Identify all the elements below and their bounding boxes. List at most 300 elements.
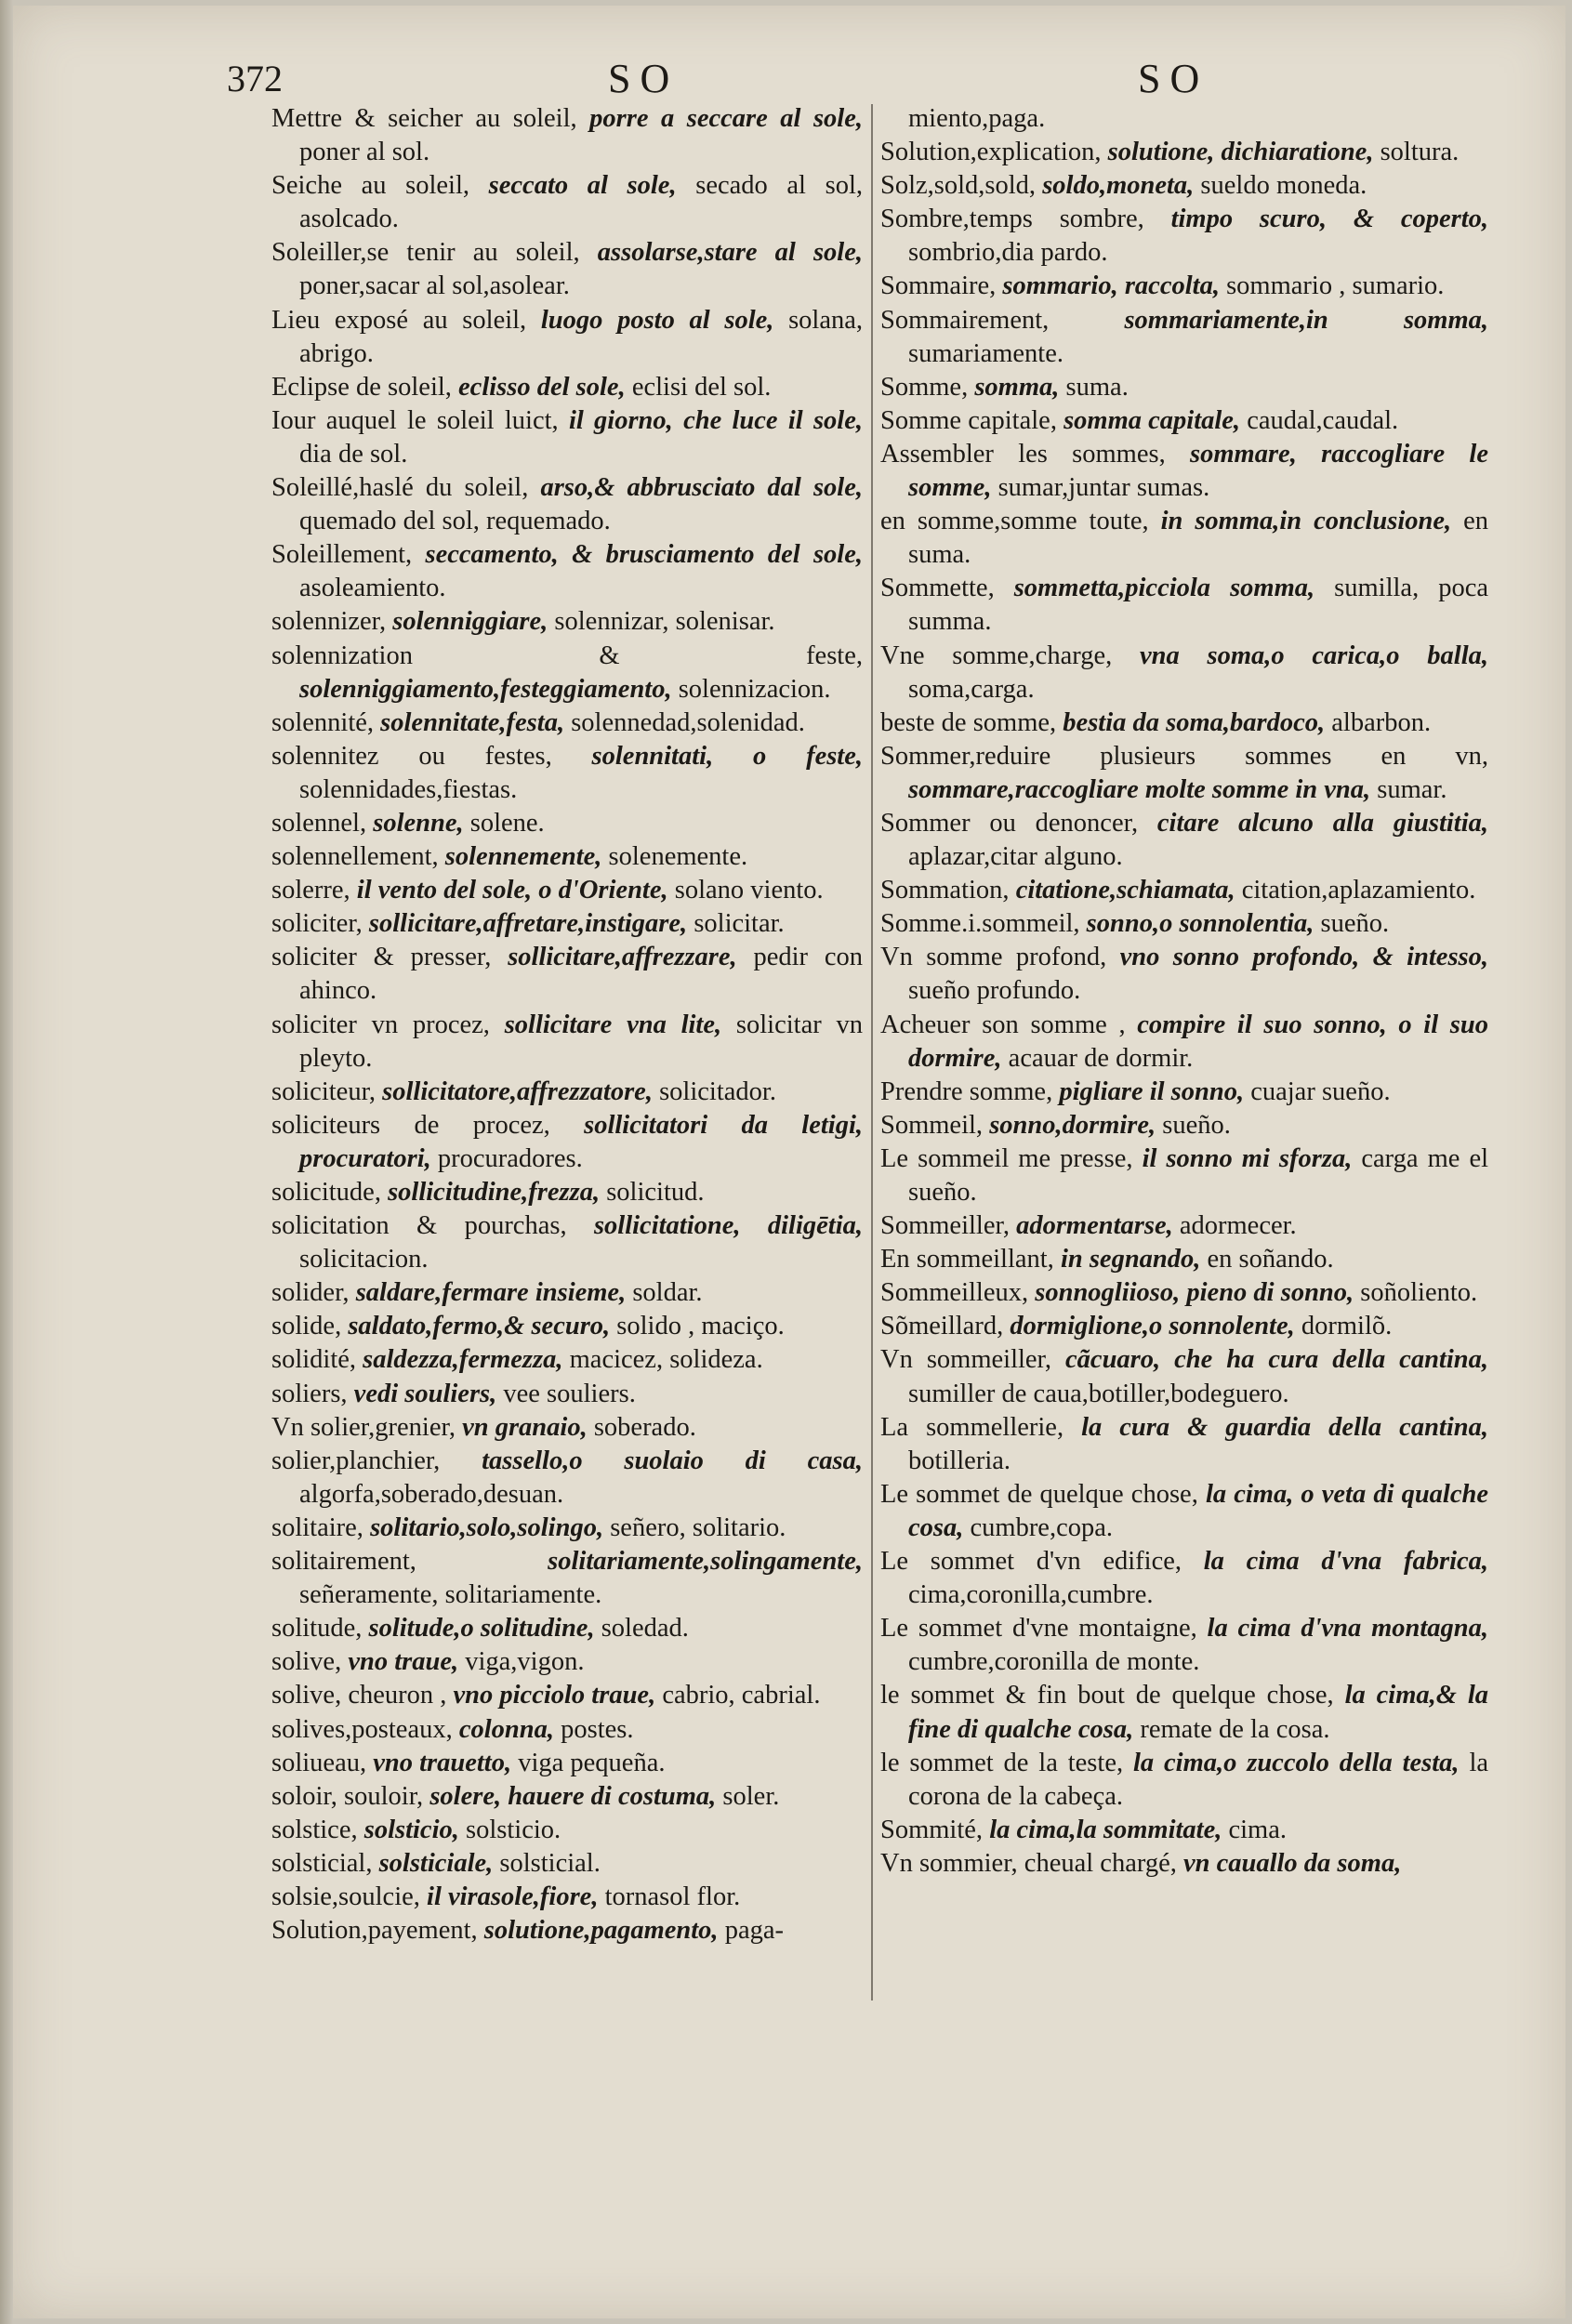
french-headword: Sombre,temps sombre, — [880, 205, 1144, 234]
dictionary-entry — [271, 1612, 863, 1645]
italian-gloss: la cima,la sommitate, — [989, 1815, 1222, 1844]
french-headword: Assembler les sommes, — [880, 439, 1166, 469]
italian-gloss: solennemente, — [444, 842, 602, 872]
french-headword: Sommeilleux, — [880, 1278, 1029, 1308]
dictionary-entry — [880, 1276, 1488, 1310]
italian-gloss: vno sonno profondo, & intesso, — [1119, 943, 1488, 972]
spanish-gloss: miento,paga. — [908, 104, 1046, 133]
right-running-head: SO — [1138, 56, 1209, 101]
dictionary-entry — [271, 1713, 863, 1747]
spanish-gloss: sueño. — [1320, 909, 1390, 939]
french-headword: Seiche au soleil, — [271, 171, 470, 201]
italian-gloss: saldato,fermo,& securo, — [348, 1312, 611, 1341]
spanish-gloss: caudal,caudal. — [1247, 405, 1399, 435]
spanish-gloss: sommario , sumario. — [1226, 271, 1445, 301]
french-headword: solstice, — [271, 1815, 358, 1844]
italian-gloss: il vento del sole, o d'Oriente, — [356, 876, 668, 905]
french-headword: Sommeil, — [880, 1110, 984, 1140]
italian-gloss: la cima d'vna fabrica, — [1203, 1547, 1489, 1577]
italian-gloss: assolarse,stare al sole, — [597, 238, 864, 268]
dictionary-entry — [880, 203, 1488, 270]
dictionary-entry — [271, 1209, 863, 1276]
french-headword: solitaire, — [271, 1512, 363, 1542]
dictionary-entry — [271, 807, 863, 840]
dictionary-entry — [880, 1545, 1488, 1612]
spanish-gloss: carga me el sueño. — [908, 1143, 1489, 1207]
spanish-gloss: señero, solitario. — [610, 1512, 786, 1542]
italian-gloss: vno trauetto, — [373, 1748, 512, 1777]
dictionary-entry — [880, 1243, 1488, 1276]
italian-gloss: il sonno mi sforza, — [1142, 1143, 1353, 1173]
italian-gloss: sollicitudine,frezza, — [388, 1178, 601, 1207]
dictionary-entry — [271, 907, 863, 941]
italian-gloss: sonno,dormire, — [989, 1110, 1156, 1140]
french-headword: soliueau, — [271, 1748, 367, 1777]
dictionary-entry — [880, 169, 1488, 203]
french-headword: solider, — [271, 1278, 350, 1308]
dictionary-entry — [880, 1847, 1488, 1881]
french-headword: soliciter & presser, — [271, 943, 492, 972]
french-headword: le sommet de la teste, — [880, 1748, 1124, 1777]
dictionary-entry — [271, 1343, 863, 1377]
french-headword: solennel, — [271, 808, 367, 838]
spanish-gloss: dia de sol. — [299, 439, 408, 469]
italian-gloss: solitariamente,solingamente, — [548, 1547, 863, 1577]
french-headword: Soleillement, — [271, 540, 413, 570]
dictionary-entry — [271, 471, 863, 538]
french-headword: solicitation & pourchas, — [271, 1211, 567, 1241]
spanish-gloss: algorfa,soberado,desuan. — [299, 1479, 564, 1509]
french-headword: Sommation, — [880, 876, 1010, 905]
french-headword: solitude, — [271, 1614, 363, 1644]
italian-gloss: seccato al sole, — [488, 171, 677, 201]
dictionary-entry — [880, 1109, 1488, 1142]
spanish-gloss: soler. — [722, 1781, 780, 1811]
french-headword: soloir, souloir, — [271, 1781, 424, 1811]
dictionary-entry — [271, 874, 863, 907]
dictionary-entry — [271, 1780, 863, 1814]
spanish-gloss: sumilla, poca summa. — [908, 574, 1489, 637]
french-headword: Vne somme,charge, — [880, 640, 1113, 670]
dictionary-entry — [271, 404, 863, 471]
dictionary-entry — [880, 941, 1488, 1008]
italian-gloss: sollicitare vna lite, — [504, 1010, 722, 1039]
french-headword: solitairement, — [271, 1547, 416, 1577]
dictionary-entry — [271, 740, 863, 807]
french-headword: Lieu exposé au soleil, — [271, 305, 527, 335]
italian-gloss: somma capitale, — [1063, 405, 1241, 435]
spanish-gloss: tornasol flor. — [604, 1882, 741, 1911]
spanish-gloss: soñoliento. — [1360, 1278, 1478, 1308]
dictionary-entry — [880, 1310, 1488, 1343]
italian-gloss: luogo posto al sole, — [540, 305, 774, 335]
dictionary-entry — [880, 1612, 1488, 1679]
spanish-gloss: cima,coronilla,cumbre. — [908, 1580, 1154, 1610]
french-headword: Iour auquel le soleil luict, — [271, 405, 559, 435]
spanish-gloss: solido , maciço. — [616, 1312, 785, 1341]
spanish-gloss: pedir con ahinco. — [299, 943, 864, 1006]
dictionary-entry — [271, 1310, 863, 1343]
dictionary-entry — [271, 1679, 863, 1712]
italian-gloss: sommario, raccolta, — [1002, 271, 1220, 301]
italian-gloss: solenniggiamento,festeggiamento, — [299, 674, 672, 704]
dictionary-entry — [271, 1076, 863, 1109]
dictionary-entry — [271, 1176, 863, 1209]
italian-gloss: sollicitatori da letigi, procuratori, — [299, 1110, 864, 1173]
italian-gloss: solutione, dichiaratione, — [1107, 138, 1374, 167]
french-headword: Solution,explication, — [880, 138, 1102, 167]
spanish-gloss: señeramente, solitariamente. — [299, 1580, 602, 1610]
dictionary-entry — [880, 907, 1488, 941]
italian-gloss: solenne, — [373, 808, 464, 838]
spanish-gloss: adormecer. — [1179, 1211, 1297, 1241]
dictionary-entry — [271, 1881, 863, 1914]
italian-gloss: il giorno, che luce il sole, — [568, 405, 863, 435]
french-headword: solsie,soulcie, — [271, 1882, 420, 1911]
spanish-gloss: en suma. — [908, 507, 1489, 570]
spanish-gloss: solicitar. — [694, 909, 785, 939]
italian-gloss: sollicitatione, diligētia, — [593, 1211, 863, 1241]
dictionary-entry — [880, 1076, 1488, 1109]
spanish-gloss: la corona de la cabeça. — [908, 1748, 1489, 1811]
spanish-gloss: viga pequeña. — [518, 1748, 666, 1777]
french-headword: En sommeillant, — [880, 1245, 1054, 1274]
french-headword: Sõmeillard, — [880, 1312, 1004, 1341]
spanish-gloss: solennedad,solenidad. — [571, 707, 805, 737]
spanish-gloss: cima. — [1228, 1815, 1287, 1844]
dictionary-entry — [880, 706, 1488, 740]
french-headword: solier,planchier, — [271, 1446, 441, 1475]
french-headword: solidité, — [271, 1345, 357, 1375]
french-headword: Vn sommeiller, — [880, 1345, 1052, 1375]
french-headword: Vn sommier, cheual chargé, — [880, 1848, 1177, 1878]
italian-gloss: eclisso del sole, — [458, 372, 626, 402]
spanish-gloss: sueldo moneda. — [1200, 171, 1367, 201]
dictionary-entry — [880, 572, 1488, 639]
spanish-gloss: cumbre,coronilla de monte. — [908, 1647, 1200, 1677]
french-headword: beste de somme, — [880, 707, 1057, 737]
dictionary-entry — [271, 1847, 863, 1881]
french-headword: Eclipse de soleil, — [271, 372, 452, 402]
french-headword: solerre, — [271, 876, 350, 905]
spanish-gloss: solicitacion. — [299, 1245, 429, 1274]
spanish-gloss: sueño profundo. — [908, 976, 1081, 1006]
spanish-gloss: sombrio,dia pardo. — [908, 238, 1108, 268]
italian-gloss: sollicitatore,affrezzatore, — [382, 1076, 653, 1106]
spanish-gloss: soldar. — [632, 1278, 703, 1308]
french-headword: Acheuer son somme , — [880, 1010, 1126, 1039]
italian-gloss: la cima, o veta di qualche cosa, — [908, 1479, 1489, 1542]
column-divider — [871, 104, 873, 2000]
spanish-gloss: solennizar, solenisar. — [554, 607, 775, 637]
spanish-gloss: cabrio, cabrial. — [662, 1681, 821, 1710]
french-headword: solennization & feste, — [271, 640, 863, 670]
spanish-gloss: postes. — [561, 1714, 634, 1744]
italian-gloss: solennitati, o feste, — [591, 741, 864, 771]
spanish-gloss: acauar de dormir. — [1008, 1043, 1194, 1073]
spanish-gloss: sumariamente. — [908, 338, 1063, 368]
spanish-gloss: sumiller de caua,botiller,bodeguero. — [908, 1379, 1289, 1408]
french-headword: soliers, — [271, 1379, 348, 1408]
italian-gloss: la cima,& la fine di qualche cosa, — [908, 1681, 1488, 1744]
spanish-gloss: soberado. — [593, 1412, 696, 1442]
italian-gloss: pigliare il sonno, — [1059, 1076, 1245, 1106]
spanish-gloss: sueño. — [1162, 1110, 1231, 1140]
left-running-head: SO — [608, 56, 680, 101]
dictionary-entry — [271, 1645, 863, 1679]
french-headword: Sommité, — [880, 1815, 984, 1844]
italian-gloss: citatione,schiamata, — [1015, 876, 1235, 905]
french-headword: solive, cheuron , — [271, 1681, 447, 1710]
spanish-gloss: viga,vigon. — [465, 1647, 585, 1677]
dictionary-entry — [271, 1276, 863, 1310]
spanish-gloss: cuajar sueño. — [1250, 1076, 1391, 1106]
spanish-gloss: sumar,juntar sumas. — [997, 473, 1210, 503]
french-headword: soliciteur, — [271, 1076, 376, 1106]
italian-gloss: in somma,in conclusione, — [1160, 507, 1452, 536]
spanish-gloss: albarbon. — [1331, 707, 1432, 737]
spanish-gloss: poner al sol. — [299, 138, 430, 167]
spanish-gloss: solsticial. — [499, 1848, 601, 1878]
french-headword: Sommairement, — [880, 305, 1050, 335]
dictionary-entry — [880, 505, 1488, 572]
page-edge — [0, 0, 13, 2324]
spanish-gloss: soma,carga. — [908, 674, 1035, 704]
italian-gloss: soldo,moneta, — [1042, 171, 1195, 201]
french-headword: solsticial, — [271, 1848, 373, 1878]
dictionary-entry — [880, 640, 1488, 706]
italian-gloss: la cima,o zuccolo della testa, — [1132, 1748, 1460, 1777]
spanish-gloss: solicitar vn pleyto. — [299, 1010, 864, 1073]
dictionary-entry — [271, 1109, 863, 1176]
french-headword: solide, — [271, 1312, 342, 1341]
french-headword: Sommeiller, — [880, 1211, 1010, 1241]
dictionary-entry — [880, 874, 1488, 907]
french-headword: solennité, — [271, 707, 375, 737]
spanish-gloss: asoleamiento. — [299, 574, 446, 603]
dictionary-entry — [880, 404, 1488, 438]
italian-gloss: sonnogliioso, pieno di sonno, — [1035, 1278, 1354, 1308]
spanish-gloss: en soñando. — [1207, 1245, 1334, 1274]
italian-gloss: sollicitare,affretare,instigare, — [368, 909, 688, 939]
italian-gloss: dormiglione,o sonnolente, — [1010, 1312, 1295, 1341]
spanish-gloss: vee souliers. — [503, 1379, 636, 1408]
spanish-gloss: procuradores. — [437, 1143, 583, 1173]
italian-gloss: vn granaio, — [462, 1412, 588, 1442]
italian-gloss: timpo scuro, & coperto, — [1170, 205, 1489, 234]
spanish-gloss: solicitud. — [606, 1178, 705, 1207]
dictionary-entry — [271, 304, 863, 371]
french-headword: Soleillé,haslé du soleil, — [271, 473, 529, 503]
dictionary-entry — [880, 1747, 1488, 1814]
french-headword: solives,posteaux, — [271, 1714, 453, 1744]
dictionary-entry — [880, 1814, 1488, 1847]
spanish-gloss: soledad. — [601, 1614, 689, 1644]
dictionary-entry — [880, 1478, 1488, 1545]
spanish-gloss: cumbre,copa. — [970, 1512, 1114, 1542]
italian-gloss: sommare, raccogliare le somme, — [908, 439, 1488, 503]
dictionary-entry — [880, 807, 1488, 874]
italian-gloss: sommare,raccogliare molte somme in vna, — [908, 774, 1371, 804]
italian-gloss: vn cauallo da soma, — [1182, 1848, 1402, 1878]
french-headword: solennellement, — [271, 842, 439, 872]
dictionary-entry — [271, 1814, 863, 1847]
spanish-gloss: solicitador. — [659, 1076, 776, 1106]
spanish-gloss: solennizacion. — [678, 674, 831, 704]
spanish-gloss: solano viento. — [674, 876, 824, 905]
dictionary-entry — [271, 538, 863, 605]
spanish-gloss: poner,sacar al sol,asolear. — [299, 271, 570, 301]
italian-gloss: somma, — [974, 372, 1060, 402]
spanish-gloss: remate de la cosa. — [1140, 1714, 1330, 1744]
dictionary-entry — [271, 605, 863, 639]
spanish-gloss: soltura. — [1380, 138, 1460, 167]
dictionary-entry — [880, 1009, 1488, 1076]
french-headword: le sommet & fin bout de quelque chose, — [880, 1681, 1334, 1710]
spanish-gloss: solsticio. — [466, 1815, 561, 1844]
italian-gloss: adormentarse, — [1016, 1211, 1173, 1241]
italian-gloss: il virasole,fiore, — [427, 1882, 599, 1911]
french-headword: Le sommeil me presse, — [880, 1143, 1133, 1173]
french-headword: La sommellerie, — [880, 1412, 1064, 1442]
spanish-gloss: quemado del sol, requemado. — [299, 507, 611, 536]
italian-gloss: vno picciolo traue, — [453, 1681, 656, 1710]
dictionary-entry — [880, 438, 1488, 505]
french-headword: Mettre & seicher au soleil, — [271, 104, 577, 133]
dictionary-entry — [271, 102, 863, 169]
italian-gloss: vedi souliers, — [353, 1379, 497, 1408]
french-headword: Vn solier,grenier, — [271, 1412, 456, 1442]
dictionary-entry — [271, 840, 863, 874]
italian-gloss: bestia da soma,bardoco, — [1063, 707, 1326, 737]
spanish-gloss: suma. — [1065, 372, 1129, 402]
dictionary-entry — [880, 270, 1488, 303]
spanish-gloss: solana, abrigo. — [299, 305, 864, 368]
french-headword: Prendre somme, — [880, 1076, 1053, 1106]
italian-gloss: arso,& abbrusciato dal sole, — [540, 473, 863, 503]
page-number: 372 — [227, 58, 283, 99]
french-headword: Somme, — [880, 372, 969, 402]
italian-gloss: tassello,o suolaio di casa, — [482, 1446, 863, 1475]
dictionary-entry — [271, 1747, 863, 1780]
italian-gloss: saldare,fermare insieme, — [355, 1278, 627, 1308]
french-headword: en somme,somme toute, — [880, 507, 1149, 536]
french-headword: solennitez ou festes, — [271, 741, 552, 771]
left-column — [271, 102, 863, 1948]
dictionary-entry — [271, 236, 863, 303]
italian-gloss: solitude,o solitudine, — [368, 1614, 595, 1644]
dictionary-entry — [271, 640, 863, 706]
dictionary-entry — [880, 1343, 1488, 1410]
italian-gloss: in segnando, — [1060, 1245, 1201, 1274]
dictionary-entry — [271, 1411, 863, 1445]
french-headword: Vn somme profond, — [880, 943, 1107, 972]
french-headword: Solution,payement, — [271, 1916, 478, 1946]
dictionary-entry — [271, 1512, 863, 1545]
dictionary-entry — [271, 371, 863, 404]
italian-gloss: solsticiale, — [378, 1848, 494, 1878]
dictionary-entry — [271, 941, 863, 1008]
italian-gloss: porre a seccare al sole, — [589, 104, 863, 133]
dictionary-entry — [880, 371, 1488, 404]
dictionary-entry — [271, 169, 863, 236]
dictionary-entry — [271, 706, 863, 740]
dictionary-entry — [880, 1142, 1488, 1209]
spanish-gloss: dormilõ. — [1301, 1312, 1393, 1341]
french-headword: Somme.i.sommeil, — [880, 909, 1080, 939]
french-headword: Le sommet d'vne montaigne, — [880, 1614, 1197, 1644]
italian-gloss: saldezza,fermezza, — [363, 1345, 563, 1375]
italian-gloss: solsticio, — [363, 1815, 459, 1844]
dictionary-entry — [271, 1009, 863, 1076]
spanish-gloss: sumar. — [1377, 774, 1447, 804]
french-headword: Solz,sold,sold, — [880, 171, 1037, 201]
italian-gloss: la cima d'vna montagna, — [1207, 1614, 1488, 1644]
italian-gloss: solutione,pagamento, — [483, 1916, 719, 1946]
italian-gloss: solitario,solo,solingo, — [370, 1512, 604, 1542]
french-headword: soliciteurs de procez, — [271, 1110, 550, 1140]
right-column — [880, 102, 1488, 1881]
italian-gloss: vno traue, — [348, 1647, 459, 1677]
spanish-gloss: botilleria. — [908, 1446, 1011, 1475]
french-headword: Le sommet d'vn edifice, — [880, 1547, 1182, 1577]
french-headword: soliciter, — [271, 909, 363, 939]
italian-gloss: solennitate,festa, — [380, 707, 565, 737]
dictionary-entry — [880, 1209, 1488, 1243]
french-headword: Soleiller,se tenir au soleil, — [271, 238, 580, 268]
dictionary-entry — [271, 1914, 863, 1948]
dictionary-entry — [271, 1378, 863, 1411]
italian-gloss: sollicitare,affrezzare, — [508, 943, 737, 972]
french-headword: Le sommet de quelque chose, — [880, 1479, 1198, 1509]
spanish-gloss: solennidades,fiestas. — [299, 774, 518, 804]
dictionary-entry — [880, 136, 1488, 169]
dictionary-entry — [880, 304, 1488, 371]
dictionary-entry — [880, 740, 1488, 807]
french-headword: Somme capitale, — [880, 405, 1057, 435]
dictionary-entry — [880, 1411, 1488, 1478]
spanish-gloss: aplazar,citar alguno. — [908, 842, 1123, 872]
italian-gloss: solere, hauere di costuma, — [429, 1781, 717, 1811]
spanish-gloss: macicez, solideza. — [569, 1345, 763, 1375]
dictionary-entry — [880, 1679, 1488, 1746]
italian-gloss: sommariamente,in somma, — [1124, 305, 1489, 335]
french-headword: solive, — [271, 1647, 342, 1677]
dictionary-entry — [880, 102, 1488, 136]
italian-gloss: citare alcuno alla giustitia, — [1156, 808, 1488, 838]
italian-gloss: sonno,o sonnolentia, — [1086, 909, 1314, 939]
french-headword: Sommer,reduire plusieurs sommes en vn, — [880, 741, 1488, 771]
french-headword: Sommaire, — [880, 271, 997, 301]
spanish-gloss: citation,aplazamiento. — [1241, 876, 1476, 905]
italian-gloss: la cura & guardia della cantina, — [1081, 1412, 1488, 1442]
italian-gloss: sommetta,picciola somma, — [1013, 574, 1315, 603]
italian-gloss: vna soma,o carica,o balla, — [1139, 640, 1489, 670]
italian-gloss: compire il suo sonno, o il suo dormire, — [908, 1010, 1488, 1073]
spanish-gloss: solenemente. — [608, 842, 748, 872]
spanish-gloss: solene. — [469, 808, 545, 838]
dictionary-entry — [271, 1445, 863, 1512]
french-headword: Sommer ou denoncer, — [880, 808, 1139, 838]
italian-gloss: colonna, — [458, 1714, 555, 1744]
french-headword: Sommette, — [880, 574, 995, 603]
italian-gloss: seccamento, & brusciamento del sole, — [425, 540, 863, 570]
spanish-gloss: eclisi del sol. — [631, 372, 772, 402]
spanish-gloss: paga- — [724, 1916, 784, 1946]
italian-gloss: cãcuaro, che ha cura della cantina, — [1065, 1345, 1488, 1375]
french-headword: solicitude, — [271, 1178, 381, 1207]
french-headword: solennizer, — [271, 607, 387, 637]
